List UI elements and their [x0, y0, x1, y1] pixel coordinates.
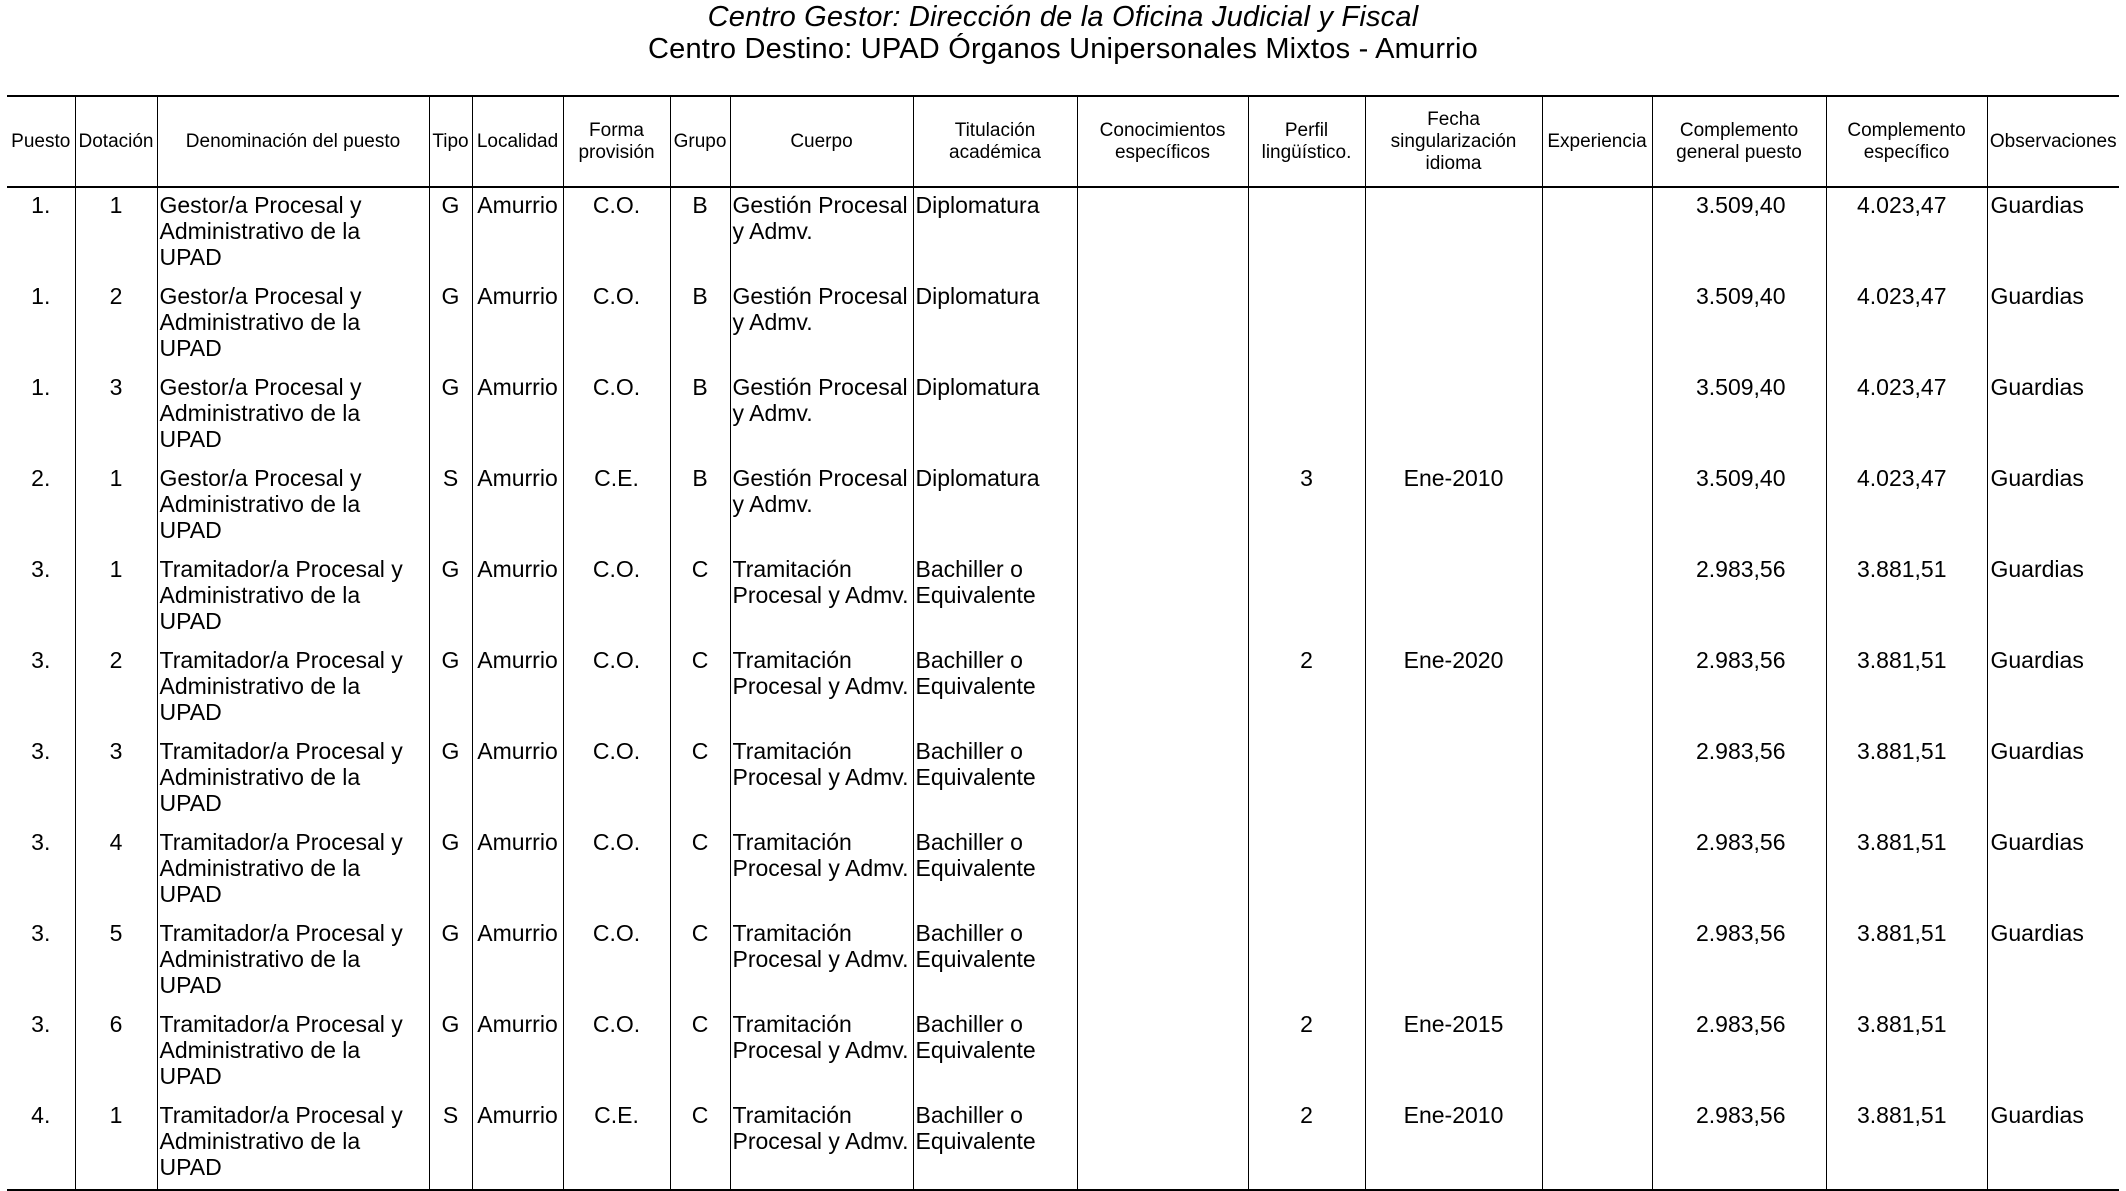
cell-fecha: [1365, 916, 1542, 1007]
cell-perfil: [1248, 825, 1365, 916]
cell-observaciones: Guardias: [1987, 1098, 2119, 1190]
col-header-tipo: Tipo: [429, 96, 472, 187]
cell-dotacion: 2: [75, 643, 157, 734]
cell-titulacion: Bachiller o Equivalente: [913, 734, 1077, 825]
cell-grupo: B: [670, 187, 730, 279]
cell-localidad: Amurrio: [472, 461, 563, 552]
cell-denominacion: Tramitador/a Procesal y Administrativo de la UPAD: [157, 1007, 429, 1098]
cell-tipo: G: [429, 825, 472, 916]
cell-conocimientos: [1077, 370, 1248, 461]
cell-puesto: 1.: [7, 187, 75, 279]
cell-fecha: [1365, 187, 1542, 279]
cell-conocimientos: [1077, 916, 1248, 1007]
cell-perfil: [1248, 552, 1365, 643]
cell-experiencia: [1542, 734, 1652, 825]
cell-fecha: Ene-2010: [1365, 1098, 1542, 1190]
cell-perfil: [1248, 370, 1365, 461]
cell-forma: C.O.: [563, 370, 670, 461]
cell-localidad: Amurrio: [472, 643, 563, 734]
cell-comp-especifico: 4.023,47: [1826, 461, 1987, 552]
cell-tipo: G: [429, 552, 472, 643]
cell-cuerpo: Tramitación Procesal y Admv.: [730, 1098, 913, 1190]
cell-cuerpo: Tramitación Procesal y Admv.: [730, 552, 913, 643]
cell-observaciones: Guardias: [1987, 825, 2119, 916]
cell-cuerpo: Gestión Procesal y Admv.: [730, 461, 913, 552]
col-header-cuerpo: Cuerpo: [730, 96, 913, 187]
cell-comp-general: 2.983,56: [1652, 552, 1826, 643]
cell-denominacion: Gestor/a Procesal y Administrativo de la UPAD: [157, 187, 429, 279]
cell-localidad: Amurrio: [472, 825, 563, 916]
cell-dotacion: 5: [75, 916, 157, 1007]
cell-tipo: G: [429, 187, 472, 279]
cell-puesto: 3.: [7, 825, 75, 916]
cell-grupo: C: [670, 734, 730, 825]
cell-tipo: S: [429, 1098, 472, 1190]
cell-puesto: 3.: [7, 734, 75, 825]
cell-denominacion: Tramitador/a Procesal y Administrativo de la UPAD: [157, 1098, 429, 1190]
cell-experiencia: [1542, 1007, 1652, 1098]
cell-comp-general: 2.983,56: [1652, 643, 1826, 734]
cell-experiencia: [1542, 370, 1652, 461]
cell-comp-especifico: 3.881,51: [1826, 734, 1987, 825]
cell-grupo: C: [670, 825, 730, 916]
cell-puesto: 3.: [7, 1007, 75, 1098]
cell-titulacion: Diplomatura: [913, 279, 1077, 370]
cell-tipo: S: [429, 461, 472, 552]
cell-comp-especifico: 3.881,51: [1826, 825, 1987, 916]
col-header-experiencia: Experiencia: [1542, 96, 1652, 187]
cell-localidad: Amurrio: [472, 1007, 563, 1098]
cell-forma: C.O.: [563, 552, 670, 643]
cell-experiencia: [1542, 825, 1652, 916]
cell-comp-especifico: 3.881,51: [1826, 643, 1987, 734]
table-row: [7, 1007, 2119, 1098]
cell-localidad: Amurrio: [472, 187, 563, 279]
cell-perfil: [1248, 187, 1365, 279]
table-row: [7, 734, 2119, 825]
cell-comp-especifico: 3.881,51: [1826, 552, 1987, 643]
cell-experiencia: [1542, 461, 1652, 552]
cell-puesto: 1.: [7, 279, 75, 370]
cell-observaciones: Guardias: [1987, 279, 2119, 370]
cell-cuerpo: Tramitación Procesal y Admv.: [730, 825, 913, 916]
table-row: [7, 461, 2119, 552]
col-header-comp-especifico: Complemento específico: [1826, 96, 1987, 187]
col-header-forma-provision: Forma provisión: [563, 96, 670, 187]
cell-grupo: C: [670, 1007, 730, 1098]
cell-forma: C.O.: [563, 279, 670, 370]
table-header-row: [7, 96, 2119, 187]
cell-cuerpo: Gestión Procesal y Admv.: [730, 279, 913, 370]
cell-forma: C.O.: [563, 916, 670, 1007]
cell-conocimientos: [1077, 187, 1248, 279]
cell-comp-general: 2.983,56: [1652, 916, 1826, 1007]
table-row: [7, 916, 2119, 1007]
cell-grupo: B: [670, 461, 730, 552]
cell-titulacion: Bachiller o Equivalente: [913, 916, 1077, 1007]
col-header-localidad: Localidad: [472, 96, 563, 187]
cell-tipo: G: [429, 643, 472, 734]
cell-conocimientos: [1077, 825, 1248, 916]
table-row: [7, 825, 2119, 916]
cell-conocimientos: [1077, 461, 1248, 552]
cell-comp-general: 2.983,56: [1652, 734, 1826, 825]
cell-tipo: G: [429, 279, 472, 370]
cell-cuerpo: Tramitación Procesal y Admv.: [730, 916, 913, 1007]
cell-comp-general: 2.983,56: [1652, 1007, 1826, 1098]
cell-cuerpo: Tramitación Procesal y Admv.: [730, 734, 913, 825]
cell-dotacion: 1: [75, 461, 157, 552]
cell-comp-general: 3.509,40: [1652, 187, 1826, 279]
cell-comp-general: 2.983,56: [1652, 1098, 1826, 1190]
cell-grupo: C: [670, 643, 730, 734]
cell-localidad: Amurrio: [472, 370, 563, 461]
cell-comp-general: 3.509,40: [1652, 461, 1826, 552]
cell-tipo: G: [429, 1007, 472, 1098]
cell-perfil: 2: [1248, 1007, 1365, 1098]
table-row: [7, 643, 2119, 734]
col-header-denominacion: Denominación del puesto: [157, 96, 429, 187]
cell-perfil: [1248, 734, 1365, 825]
cell-denominacion: Gestor/a Procesal y Administrativo de la UPAD: [157, 279, 429, 370]
cell-conocimientos: [1077, 1098, 1248, 1190]
cell-cuerpo: Tramitación Procesal y Admv.: [730, 1007, 913, 1098]
cell-comp-general: 3.509,40: [1652, 370, 1826, 461]
cell-observaciones: Guardias: [1987, 187, 2119, 279]
table-row: [7, 370, 2119, 461]
cell-comp-general: 2.983,56: [1652, 825, 1826, 916]
cell-conocimientos: [1077, 1007, 1248, 1098]
cell-dotacion: 4: [75, 825, 157, 916]
cell-localidad: Amurrio: [472, 916, 563, 1007]
cell-fecha: [1365, 825, 1542, 916]
cell-fecha: Ene-2020: [1365, 643, 1542, 734]
cell-grupo: C: [670, 552, 730, 643]
cell-forma: C.E.: [563, 1098, 670, 1190]
cell-experiencia: [1542, 643, 1652, 734]
cell-titulacion: Diplomatura: [913, 461, 1077, 552]
col-header-titulacion: Titulación académica: [913, 96, 1077, 187]
cell-fecha: [1365, 552, 1542, 643]
cell-puesto: 3.: [7, 643, 75, 734]
cell-grupo: C: [670, 1098, 730, 1190]
positions-table: [7, 95, 2119, 1191]
cell-comp-general: 3.509,40: [1652, 279, 1826, 370]
col-header-conocimientos: Conocimientos específicos: [1077, 96, 1248, 187]
cell-conocimientos: [1077, 643, 1248, 734]
cell-perfil: 2: [1248, 1098, 1365, 1190]
cell-forma: C.O.: [563, 643, 670, 734]
cell-titulacion: Bachiller o Equivalente: [913, 552, 1077, 643]
cell-fecha: [1365, 370, 1542, 461]
cell-fecha: Ene-2010: [1365, 461, 1542, 552]
col-header-perfil: Perfil lingüístico.: [1248, 96, 1365, 187]
cell-comp-especifico: 3.881,51: [1826, 916, 1987, 1007]
cell-localidad: Amurrio: [472, 734, 563, 825]
cell-titulacion: Bachiller o Equivalente: [913, 643, 1077, 734]
cell-dotacion: 3: [75, 370, 157, 461]
cell-conocimientos: [1077, 279, 1248, 370]
cell-titulacion: Diplomatura: [913, 370, 1077, 461]
cell-comp-especifico: 4.023,47: [1826, 279, 1987, 370]
cell-experiencia: [1542, 187, 1652, 279]
cell-fecha: [1365, 279, 1542, 370]
cell-observaciones: Guardias: [1987, 643, 2119, 734]
cell-perfil: [1248, 279, 1365, 370]
cell-titulacion: Bachiller o Equivalente: [913, 1098, 1077, 1190]
cell-cuerpo: Gestión Procesal y Admv.: [730, 370, 913, 461]
cell-cuerpo: Tramitación Procesal y Admv.: [730, 643, 913, 734]
cell-experiencia: [1542, 1098, 1652, 1190]
table-row: [7, 552, 2119, 643]
table-body: [7, 187, 2119, 1190]
cell-tipo: G: [429, 370, 472, 461]
centro-gestor-title: Centro Gestor: Dirección de la Oficina Judicial y Fiscal: [707, 1, 1419, 33]
table-row: [7, 1098, 2119, 1190]
cell-grupo: B: [670, 370, 730, 461]
cell-puesto: 2.: [7, 461, 75, 552]
col-header-puesto: Puesto: [7, 96, 75, 187]
cell-titulacion: Bachiller o Equivalente: [913, 825, 1077, 916]
cell-conocimientos: [1077, 734, 1248, 825]
cell-forma: C.O.: [563, 825, 670, 916]
cell-comp-especifico: 3.881,51: [1826, 1098, 1987, 1190]
cell-observaciones: [1987, 1007, 2119, 1098]
cell-cuerpo: Gestión Procesal y Admv.: [730, 187, 913, 279]
cell-dotacion: 1: [75, 187, 157, 279]
col-header-dotacion: Dotación: [75, 96, 157, 187]
cell-titulacion: Bachiller o Equivalente: [913, 1007, 1077, 1098]
col-header-observaciones: Observaciones: [1987, 96, 2119, 187]
cell-forma: C.E.: [563, 461, 670, 552]
table-row: [7, 187, 2119, 279]
cell-tipo: G: [429, 916, 472, 1007]
cell-experiencia: [1542, 916, 1652, 1007]
cell-forma: C.O.: [563, 1007, 670, 1098]
cell-perfil: 2: [1248, 643, 1365, 734]
cell-denominacion: Gestor/a Procesal y Administrativo de la UPAD: [157, 370, 429, 461]
col-header-grupo: Grupo: [670, 96, 730, 187]
cell-perfil: 3: [1248, 461, 1365, 552]
cell-puesto: 3.: [7, 916, 75, 1007]
cell-denominacion: Gestor/a Procesal y Administrativo de la UPAD: [157, 461, 429, 552]
cell-observaciones: Guardias: [1987, 734, 2119, 825]
cell-experiencia: [1542, 552, 1652, 643]
cell-localidad: Amurrio: [472, 1098, 563, 1190]
cell-puesto: 3.: [7, 552, 75, 643]
table-row: [7, 279, 2119, 370]
cell-localidad: Amurrio: [472, 279, 563, 370]
centro-destino-title: Centro Destino: UPAD Órganos Unipersonales Mixtos - Amurrio: [647, 33, 1479, 65]
cell-perfil: [1248, 916, 1365, 1007]
cell-conocimientos: [1077, 552, 1248, 643]
col-header-fecha: Fecha singularización idioma: [1365, 96, 1542, 187]
cell-fecha: Ene-2015: [1365, 1007, 1542, 1098]
cell-dotacion: 2: [75, 279, 157, 370]
cell-comp-especifico: 4.023,47: [1826, 187, 1987, 279]
cell-dotacion: 1: [75, 1098, 157, 1190]
cell-puesto: 4.: [7, 1098, 75, 1190]
cell-denominacion: Tramitador/a Procesal y Administrativo de la UPAD: [157, 552, 429, 643]
col-header-comp-general: Complemento general puesto: [1652, 96, 1826, 187]
cell-dotacion: 6: [75, 1007, 157, 1098]
cell-denominacion: Tramitador/a Procesal y Administrativo de la UPAD: [157, 734, 429, 825]
cell-puesto: 1.: [7, 370, 75, 461]
cell-comp-especifico: 4.023,47: [1826, 370, 1987, 461]
cell-dotacion: 3: [75, 734, 157, 825]
cell-observaciones: Guardias: [1987, 916, 2119, 1007]
cell-comp-especifico: 3.881,51: [1826, 1007, 1987, 1098]
cell-dotacion: 1: [75, 552, 157, 643]
cell-grupo: C: [670, 916, 730, 1007]
cell-fecha: [1365, 734, 1542, 825]
cell-denominacion: Tramitador/a Procesal y Administrativo de la UPAD: [157, 825, 429, 916]
cell-observaciones: Guardias: [1987, 461, 2119, 552]
cell-forma: C.O.: [563, 734, 670, 825]
cell-observaciones: Guardias: [1987, 552, 2119, 643]
cell-forma: C.O.: [563, 187, 670, 279]
cell-experiencia: [1542, 279, 1652, 370]
cell-grupo: B: [670, 279, 730, 370]
cell-denominacion: Tramitador/a Procesal y Administrativo de la UPAD: [157, 643, 429, 734]
cell-titulacion: Diplomatura: [913, 187, 1077, 279]
cell-tipo: G: [429, 734, 472, 825]
cell-denominacion: Tramitador/a Procesal y Administrativo de la UPAD: [157, 916, 429, 1007]
cell-localidad: Amurrio: [472, 552, 563, 643]
cell-observaciones: Guardias: [1987, 370, 2119, 461]
